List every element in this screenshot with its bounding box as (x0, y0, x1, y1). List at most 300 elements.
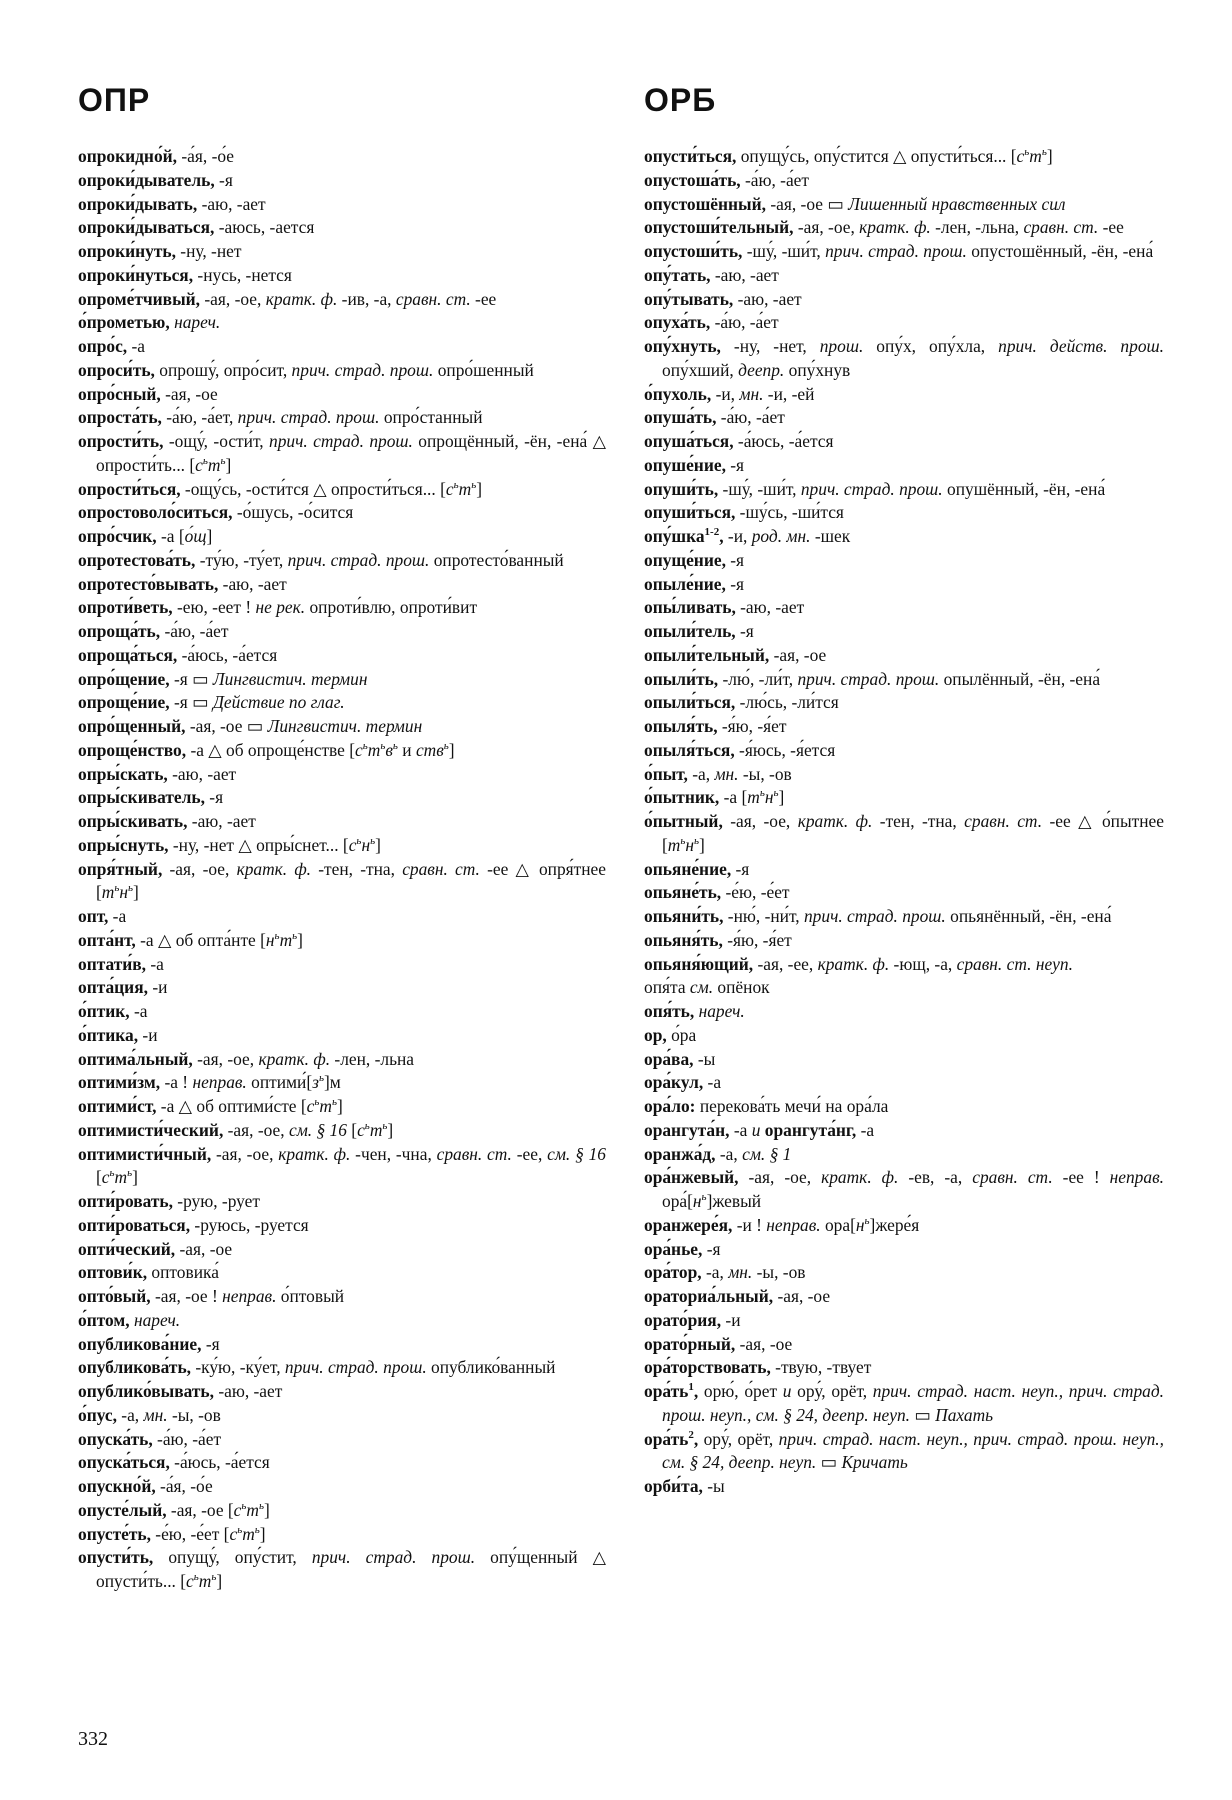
entry-grammar: -ая, -ое, кратк. ф. -лен, -льна, сравн. ст. -ее (793, 217, 1124, 238)
running-head-right: ОРБ (644, 82, 717, 118)
entry-grammar: -а [о́щ] (156, 526, 213, 546)
dictionary-entry (644, 240, 1164, 264)
dictionary-entry (644, 216, 1164, 240)
entry-headword: оптимисти́ческий, (78, 1119, 224, 1140)
entry-grammar: -а △ об оптими́сте $[с^ьт^ь]$ (156, 1096, 343, 1116)
entry-grammar: -лю́сь, -ли́тся (735, 692, 839, 713)
dictionary-entry (78, 335, 606, 359)
dictionary-entry (644, 715, 1164, 739)
entry-grammar: -руюсь, -руется (190, 1214, 309, 1235)
dictionary-entry (644, 1000, 1164, 1024)
entry-headword: опростоволо́ситься, (78, 502, 233, 523)
entry-headword: орато́рный, (644, 1333, 736, 1354)
entry-headword: опубликова́ние, (78, 1333, 202, 1354)
entry-headword: ора́тор, (644, 1262, 702, 1283)
dictionary-entry (78, 406, 606, 430)
dictionary-entry (78, 834, 606, 858)
entry-headword: опыли́тель, (644, 621, 736, 641)
dictionary-entry (644, 691, 1164, 715)
dictionary-entry (78, 549, 606, 573)
entry-grammar: -я́ю, -я́ет (722, 929, 792, 950)
entry-grammar: -и ! неправ. $ора[н^ь]жере́я$ (732, 1214, 920, 1235)
entry-grammar: -аю, -ает (213, 1381, 283, 1401)
entry-grammar: -ы (702, 1476, 725, 1496)
entry-headword: опьяня́ющий, (644, 953, 754, 974)
entry-headword: ора́ва, (644, 1048, 694, 1069)
dictionary-entry (644, 1071, 1164, 1095)
entry-headword: оптими́ст, (78, 1096, 157, 1116)
dictionary-entry (644, 739, 1164, 763)
entry-headword: ора́ло: (644, 1096, 696, 1116)
dictionary-entry (78, 216, 606, 240)
dictionary-entry (644, 976, 1164, 1000)
entry-grammar: опя́та см. опёнок (644, 977, 770, 998)
entry-grammar: -аю, -ает (197, 193, 266, 214)
entry-grammar: опущу́сь, опу́стится △ опусти́ться... $[с^ьт^ь]$ (736, 146, 1053, 166)
entry-grammar: -а́юсь, -а́ется (169, 1452, 270, 1473)
dictionary-entry (644, 668, 1164, 692)
entry-grammar: -а △ об опроще́нстве [$с^ьт^ьв^ь$ и ств$^ь$] (186, 739, 455, 760)
dictionary-entry (644, 1285, 1164, 1309)
entry-grammar: -я (725, 573, 745, 594)
entry-headword: оптови́к, (78, 1262, 148, 1283)
dictionary-entry (78, 810, 606, 834)
entry-grammar: -ку́ю, -ку́ет, прич. страд. прош. опублико́ванный (191, 1357, 556, 1378)
entry-headword: оранжере́я, (644, 1214, 733, 1235)
entry-grammar: -я́ю, -я́ет (717, 716, 787, 736)
dictionary-entry (644, 1261, 1164, 1285)
entry-grammar: -я (702, 1238, 721, 1259)
dictionary-entry (78, 1190, 606, 1214)
entry-grammar: -ая, -ое (175, 1238, 233, 1259)
entry-headword: опыля́ть, (644, 716, 718, 736)
entry-headword: опро́сный, (78, 383, 161, 404)
entry-headword: о́пыт, (644, 763, 688, 784)
dictionary-entry (644, 573, 1164, 597)
entry-headword: опры́снуть, (78, 834, 169, 855)
entry-grammar: -а ! неправ. $оптими́[з^ь]м$ (160, 1072, 341, 1093)
entry-grammar: -а́ю, -а́ет (160, 621, 229, 641)
entry-headword: опустошённый, (644, 193, 766, 214)
entry-headword: опусти́ть, (78, 1547, 154, 1568)
entry-headword: опыля́ться, (644, 739, 735, 760)
dictionary-entry (78, 953, 606, 977)
dictionary-entry (644, 881, 1164, 905)
dictionary-entry (644, 169, 1164, 193)
entry-grammar: -а (108, 906, 127, 926)
entry-headword: опро́с, (78, 336, 128, 356)
entry-grammar: -аю, -ает (735, 597, 805, 618)
right-column (644, 145, 1164, 1499)
dictionary-entry (644, 1166, 1164, 1214)
entry-grammar: нареч. (698, 1001, 745, 1021)
dictionary-entry (78, 786, 606, 810)
entry-headword: опроме́тчивый, (78, 288, 201, 309)
dictionary-entry (644, 430, 1164, 454)
dictionary-entry (78, 288, 606, 312)
entry-grammar: -е́ю, -е́ет (721, 882, 790, 903)
entry-grammar: -ая, -ое, кратк. ф. -ев, -а, сравн. ст. -ее ! неправ. $ора́[н^ь]жевый$ (662, 1167, 1164, 1211)
entry-headword: о́пытный, (644, 811, 723, 831)
entry-grammar: -я ▭ Действие по глаг. (169, 692, 345, 713)
entry-grammar: -ну, -нет △ опры́снет... $[с^ьн^ь]$ (168, 834, 381, 855)
entry-headword: опьяне́ние, (644, 858, 732, 879)
dictionary-entry (78, 430, 606, 478)
entry-headword: опуска́ться, (78, 1452, 170, 1473)
entry-grammar: -ая, -ое (769, 644, 827, 665)
entry-headword: оптими́зм, (78, 1072, 161, 1093)
entry-headword: опыли́ться, (644, 692, 736, 713)
entry-headword: опыле́ние, (644, 573, 726, 594)
entry-grammar: -ая, -ое, кратк. ф. -чен, -чна, сравн. ст. -ее, см. § 16 $[с^ьт^ь]$ (96, 1143, 606, 1188)
dictionary-entry (78, 1143, 606, 1191)
entry-grammar: -и (138, 1024, 158, 1045)
entry-headword: опусте́лый, (78, 1499, 167, 1520)
entry-headword: опьяне́ть, (644, 882, 722, 903)
dictionary-entry (78, 596, 606, 620)
entry-headword: опы́ливать, (644, 597, 736, 618)
entry-grammar: -е́ю, -е́ет $[с^ьт^ь]$ (150, 1523, 266, 1544)
entry-headword: опустоша́ть, (644, 169, 741, 190)
entry-grammar: -а (703, 1072, 722, 1093)
entry-headword: опря́тный, (78, 858, 163, 879)
entry-headword: опт, (78, 906, 109, 926)
dictionary-entry (78, 525, 606, 549)
dictionary-entry (644, 1095, 1164, 1119)
entry-headword: опры́скиватель, (78, 787, 205, 808)
entry-grammar: -шу́сь, -ши́тся (735, 502, 844, 523)
entry-grammar: -ая, -ое ▭ Лишенный нравственных сил (766, 193, 1066, 214)
dictionary-entry (78, 1000, 606, 1024)
dictionary-entry (644, 1333, 1164, 1357)
dictionary-entry (644, 478, 1164, 502)
entry-headword: опроки́дыватель, (78, 169, 215, 190)
entry-headword: опубликова́ть, (78, 1357, 191, 1378)
dictionary-entry (644, 501, 1164, 525)
entry-grammar: -а́ю, -а́ет (152, 1428, 222, 1449)
entry-headword: опроси́ть, (78, 359, 155, 380)
entry-headword: оптима́льный, (78, 1048, 193, 1069)
entry-headword: опры́скивать, (78, 811, 188, 831)
entry-grammar: -а, мн. -ы, -ов (701, 1262, 806, 1283)
entry-grammar: -я (731, 858, 750, 879)
entry-grammar: -а и орангута́нг, -а (729, 1119, 875, 1140)
dictionary-entry (78, 1024, 606, 1048)
dictionary-entry (644, 905, 1164, 929)
dictionary-entry (644, 454, 1164, 478)
entry-headword: опро́счик, (78, 526, 157, 546)
entry-headword: опустоши́ть, (644, 241, 743, 261)
entry-grammar: -я́юсь, -я́ется (734, 739, 836, 760)
entry-grammar: -ая, -ое (160, 383, 218, 404)
entry-grammar: -ощу́, -ости́т, прич. страд. прош. опрощённый, -ён, -ена́ △ опрости́ть... $[с^ьт^ь]$ (96, 431, 606, 475)
entry-grammar: -аю, -ает (167, 763, 237, 784)
dictionary-entry (78, 383, 606, 407)
dictionary-entry (78, 264, 606, 288)
entry-headword: опроти́веть, (78, 597, 173, 618)
entry-grammar: -ая, -ое, кратк. ф. -ив, -а, сравн. ст. -ее (200, 288, 497, 309)
dictionary-entry (78, 1451, 606, 1475)
dictionary-entry (644, 1238, 1164, 1262)
dictionary-entry (78, 1404, 606, 1428)
entry-headword: опти́ческий, (78, 1238, 176, 1259)
dictionary-entry (78, 169, 606, 193)
entry-headword: опусти́ться, (644, 146, 737, 166)
entry-grammar: -ая, -ое, см. § 16 $[с^ьт^ь]$ (223, 1119, 394, 1140)
entry-grammar: -я (725, 549, 745, 570)
entry-headword: о́пухоль, (644, 383, 712, 404)
entry-grammar: -а, мн. -ы, -ов (116, 1404, 221, 1425)
entry-headword: опти́роваться, (78, 1214, 191, 1235)
entry-headword: опьяни́ть, (644, 906, 724, 926)
dictionary-entry (78, 573, 606, 597)
entry-grammar: -а, мн. -ы, -ов (687, 763, 792, 784)
dictionary-entry (78, 620, 606, 644)
entry-grammar: -а́я, -о́е (177, 146, 234, 166)
page-number: 332 (78, 1728, 108, 1750)
entry-grammar: -аю, -ает (187, 811, 256, 831)
entry-grammar: -рую, -рует (172, 1191, 260, 1211)
entry-headword: опрости́ть, (78, 431, 164, 451)
entry-headword: опьяня́ть, (644, 929, 723, 950)
dictionary-entry (78, 1356, 606, 1380)
dictionary-entry (78, 739, 606, 763)
dictionary-entry (78, 1119, 606, 1143)
dictionary-entry (78, 478, 606, 502)
entry-headword: ора́кул, (644, 1072, 704, 1093)
dictionary-entry (644, 1475, 1164, 1499)
dictionary-entry (644, 786, 1164, 810)
entry-headword: ора́торствовать, (644, 1357, 771, 1378)
entry-grammar: опрошу́, опро́сит, прич. страд. прош. опро́шенный (154, 359, 534, 380)
dictionary-entry (644, 1048, 1164, 1072)
entry-headword: опуха́ть, (644, 312, 711, 333)
entry-grammar: -а (127, 336, 146, 356)
entry-headword: опроща́ться, (78, 644, 178, 665)
entry-headword: оранжа́д, (644, 1143, 716, 1164)
entry-headword: опу́тывать, (644, 288, 734, 309)
entry-headword: ора́нжевый, (644, 1167, 739, 1188)
dictionary-entry (78, 1523, 606, 1547)
dictionary-entry (644, 1143, 1164, 1167)
entry-grammar: -твую, -твует (770, 1357, 872, 1378)
entry-headword: опро́щение, (78, 668, 170, 689)
entry-grammar: -а (146, 953, 164, 974)
dictionary-entry (644, 549, 1164, 573)
dictionary-entry (78, 1428, 606, 1452)
entry-grammar: -ы (693, 1048, 716, 1069)
dictionary-entry (644, 264, 1164, 288)
entry-grammar: -а́ю, -а́ет (716, 407, 785, 428)
entry-headword: о́прометью, (78, 312, 170, 333)
dictionary-entry (78, 501, 606, 525)
dictionary-entry (644, 644, 1164, 668)
entry-headword: опроки́нуть, (78, 241, 176, 261)
entry-headword: опу́шка$^{1-2}$, (644, 526, 724, 546)
dictionary-entry (644, 525, 1164, 549)
entry-headword: опуша́ться, (644, 431, 734, 451)
dictionary-entry (78, 905, 606, 929)
entry-headword: опуши́ть, (644, 478, 719, 499)
entry-grammar: -ая, -ое, кратк. ф. -тен, -тна, сравн. ст. -ее △ опря́тнее $[т^ьн^ь]$ (96, 858, 606, 903)
entry-grammar: -ая, -ое ▭ Лингвистич. термин (185, 716, 423, 736)
entry-headword: опусте́ть, (78, 1523, 151, 1544)
entry-headword: о́птом, (78, 1309, 130, 1330)
entry-headword: опуска́ть, (78, 1428, 153, 1449)
entry-headword: оптати́в, (78, 953, 147, 974)
dictionary-entry (78, 976, 606, 1000)
dictionary-entry (78, 240, 606, 264)
entry-grammar: ору́, орёт, прич. страд. наст. неуп., прич. страд. прош. неуп., см. § 24, деепр. неуп. ▭ Кричать (662, 1428, 1164, 1473)
entry-headword: опротестова́ть, (78, 549, 196, 570)
running-head-left: ОПР (78, 82, 151, 118)
dictionary-entry (78, 1309, 606, 1333)
entry-headword: о́птик, (78, 1001, 130, 1021)
entry-grammar: -ту́ю, -ту́ет, прич. страд. прош. опротесто́ванный (195, 549, 564, 570)
entry-headword: орато́рия, (644, 1309, 722, 1330)
dictionary-entry (644, 858, 1164, 882)
entry-headword: опро́щенный, (78, 716, 186, 736)
entry-headword: опроки́нуться, (78, 264, 194, 285)
entry-grammar: -я (204, 787, 224, 808)
entry-grammar: -а, см. § 1 (715, 1143, 792, 1164)
entry-grammar: -я (735, 621, 754, 641)
entry-headword: опроще́нство, (78, 739, 187, 760)
entry-grammar: -я (725, 454, 745, 475)
entry-headword: оптимисти́чный, (78, 1143, 212, 1164)
entry-grammar: -я (214, 169, 233, 190)
dictionary-entry (78, 1095, 606, 1119)
dictionary-entry (78, 193, 606, 217)
entry-grammar: -аю, -ает (710, 264, 779, 285)
entry-grammar: -ну, -нет (175, 241, 242, 261)
dictionary-entry (644, 620, 1164, 644)
entry-headword: опры́скать, (78, 763, 168, 784)
dictionary-entry (78, 1380, 606, 1404)
entry-headword: орби́та, (644, 1476, 703, 1496)
entry-grammar: -а △ об опта́нте $[н^ьт^ь]$ (135, 929, 303, 950)
entry-headword: опублико́вывать, (78, 1381, 214, 1401)
entry-headword: опустоши́тельный, (644, 217, 794, 238)
dictionary-entry (78, 1048, 606, 1072)
entry-grammar: нареч. (174, 312, 221, 333)
dictionary-entry (78, 1475, 606, 1499)
dictionary-entry (644, 953, 1164, 977)
entry-headword: о́пус, (78, 1404, 117, 1425)
entry-grammar: оптовика́ (147, 1262, 219, 1283)
dictionary-entry (644, 1356, 1164, 1380)
dictionary-entry (78, 929, 606, 953)
dictionary-entry (644, 763, 1164, 787)
entry-grammar: -и (147, 977, 168, 998)
entry-grammar: -а́юсь, -а́ется (733, 431, 834, 451)
dictionary-entry (644, 596, 1164, 620)
left-column (78, 145, 606, 1594)
dictionary-entry (78, 145, 606, 169)
dictionary-entry (78, 763, 606, 787)
entry-grammar: -нусь, -нется (193, 264, 292, 285)
entry-grammar: -аюсь, -ается (214, 217, 315, 238)
entry-headword: опроще́ние, (78, 692, 170, 713)
entry-grammar: -ая, -ое ! неправ. о́птовый (150, 1286, 345, 1306)
entry-grammar: -и, род. мн. -шек (723, 526, 851, 546)
dictionary-entry (78, 1333, 606, 1357)
dictionary-entry (644, 383, 1164, 407)
entry-grammar: -шу́, -ши́т, прич. страд. прош. опустошённый, -ён, -ена́ (742, 241, 1154, 261)
entry-headword: $ора́ть^2$, (644, 1428, 699, 1449)
entry-grammar: перекова́ть мечи́ на ора́ла (695, 1096, 889, 1116)
dictionary-entry (644, 145, 1164, 169)
entry-grammar: -а́ю, -а́ет (710, 312, 779, 333)
entry-headword: опя́ть, (644, 1001, 695, 1021)
entry-headword: опуша́ть, (644, 407, 717, 428)
dictionary-entry (78, 858, 606, 906)
entry-headword: ора́нье, (644, 1238, 703, 1259)
dictionary-entry (78, 668, 606, 692)
entry-headword: опыли́ть, (644, 668, 719, 689)
entry-headword: опта́ция, (78, 977, 148, 998)
entry-headword: опротесто́вывать, (78, 573, 219, 594)
entry-headword: ораториа́льный, (644, 1286, 774, 1306)
entry-grammar: -ею, -еет ! не рек. опроти́влю, опроти́вит (172, 597, 478, 618)
dictionary-entry (644, 1024, 1164, 1048)
entry-headword: о́пытник, (644, 787, 720, 808)
dictionary-entry (78, 311, 606, 335)
entry-headword: опроста́ть, (78, 407, 162, 428)
dictionary-entry (644, 810, 1164, 858)
dictionary-entry (78, 1214, 606, 1238)
dictionary-entry (78, 1546, 606, 1594)
entry-grammar: -лю́, -ли́т, прич. страд. прош. опылённый, -ён, -ена́ (718, 668, 1101, 689)
entry-headword: опуше́ние, (644, 454, 726, 475)
dictionary-entry (644, 1309, 1164, 1333)
entry-headword: опроща́ть, (78, 621, 161, 641)
dictionary-entry (78, 691, 606, 715)
dictionary-entry (644, 1214, 1164, 1238)
entry-headword: $ора́ть^1$, (644, 1381, 699, 1401)
entry-grammar: -и (721, 1309, 741, 1330)
dictionary-entry (644, 311, 1164, 335)
entry-headword: опти́ровать, (78, 1191, 173, 1211)
dictionary-entry (644, 288, 1164, 312)
entry-headword: опу́тать, (644, 264, 711, 285)
dictionary-entry (78, 1261, 606, 1285)
entry-grammar: -а́юсь, -а́ется (177, 644, 278, 665)
dictionary-entry (78, 1499, 606, 1523)
entry-headword: опта́нт, (78, 929, 136, 950)
entry-grammar: -а́ю, -а́ет, прич. страд. прош. опро́станный (161, 407, 483, 428)
dictionary-entry (644, 1428, 1164, 1476)
entry-grammar: -а $[т^ьн^ь]$ (719, 787, 785, 808)
entry-headword: ор, (644, 1024, 667, 1045)
entry-headword: опроки́дываться, (78, 217, 215, 238)
entry-grammar: -аю, -ает (733, 288, 802, 309)
entry-headword: опуще́ние, (644, 549, 726, 570)
dictionary-entry (644, 1119, 1164, 1143)
dictionary-entry (644, 406, 1164, 430)
entry-grammar: -ну, -нет, прош. опу́х, опу́хла, прич. действ. прош. опу́хший, деепр. опу́хнув (662, 336, 1164, 380)
entry-grammar: -ая, -ое $[с^ьт^ь]$ (166, 1499, 270, 1520)
entry-headword: орангута́н, (644, 1119, 730, 1140)
entry-grammar: орю́, о́рет и ору́, орёт, прич. страд. наст. неуп., прич. страд. прош. неуп., см. § 24, деепр. неуп. ▭ Пахать (662, 1381, 1164, 1425)
entry-grammar: -ая, -ее, кратк. ф. -ющ, -а, сравн. ст. неуп. (753, 953, 1073, 974)
entry-grammar: -шу́, -ши́т, прич. страд. прош. опушённый, -ён, -ена́ (718, 478, 1106, 499)
entry-headword: опу́хнуть, (644, 336, 721, 356)
entry-grammar: -а (129, 1001, 148, 1021)
entry-headword: опрости́ться, (78, 478, 181, 499)
dictionary-entry (78, 715, 606, 739)
entry-grammar: -ая, -ое (773, 1286, 831, 1306)
